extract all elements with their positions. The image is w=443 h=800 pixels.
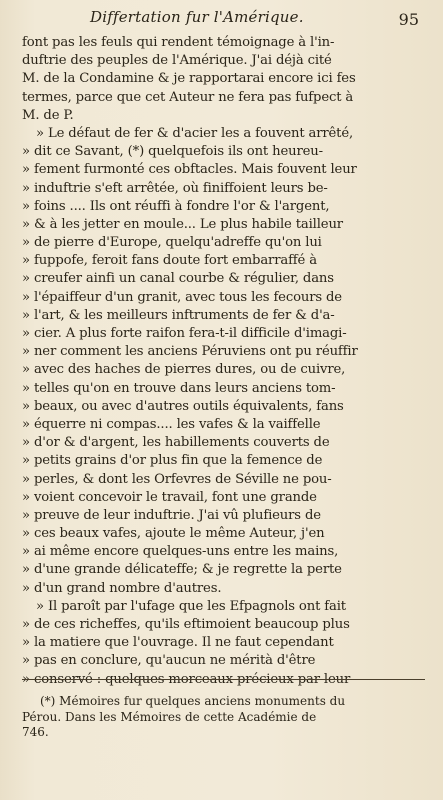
text-line: » dit ce Savant, (*) quelquefois ils ont heureu- — [22, 144, 323, 160]
text-line: » l'art, & les meilleurs inftruments de fer & d'a- — [22, 307, 335, 323]
text-line: » perles, & dont les Orfevres de Séville ne pou- — [22, 471, 332, 487]
footnote — [22, 694, 429, 741]
text-line: » preuve de leur induftrie. J'ai vû plufieurs de — [22, 507, 321, 523]
page-number: 95 — [398, 10, 419, 29]
text-line: » équerre ni compas.... les vafes & la vaiffelle — [22, 416, 321, 432]
text-line: » d'or & d'argent, les habillements couverts de — [22, 435, 330, 451]
text-line: » beaux, ou avec d'autres outils équivalents, fans — [22, 398, 344, 414]
text-line: » de pierre d'Europe, quelqu'adreffe qu'on lui — [22, 235, 322, 251]
text-line: » creufer ainfi un canal courbe & régulier, dans — [22, 271, 334, 287]
text-line: » avec des haches de pierres dures, ou de cuivre, — [22, 362, 346, 378]
text-line: » & à les jetter en moule... Le plus habile tailleur — [22, 216, 343, 232]
text-line: » ces beaux vafes, ajoute le même Auteur, j'en — [22, 526, 325, 542]
text-line: » fement furmonté ces obftacles. Mais fouvent leur — [22, 162, 357, 178]
text-line: » foins .... Ils ont réuffi à fondre l'or & l'argent, — [22, 198, 330, 214]
text-line: » telles qu'on en trouve dans leurs anciens tom- — [22, 380, 336, 396]
text-line: » fuppofe, feroit fans doute fort embarraffé à — [22, 253, 317, 269]
text-line: » conservé : quelques morceaux précieux par leur — [22, 671, 351, 687]
text-line: » Le défaut de fer & d'acier les a fouvent arrêté, — [36, 125, 354, 141]
footnote-line: 746. — [22, 725, 49, 739]
text-line: » la matiere que l'ouvrage. Il ne faut cependant — [22, 635, 334, 651]
text-line: » d'un grand nombre d'autres. — [22, 580, 222, 596]
text-line: » ai même encore quelques-uns entre les mains, — [22, 544, 339, 560]
text-line: » voient concevoir le travail, font une grande — [22, 489, 317, 505]
text-line: M. de la Condamine & je rapportarai encore ici fes — [22, 71, 356, 87]
text-line: » d'une grande délicateffe; & je regrette la perte — [22, 562, 342, 578]
text-line: » ner comment les anciens Péruviens ont pu réuffir — [22, 344, 358, 360]
footnote-line: (*) Mémoires fur quelques anciens monuments du — [40, 694, 346, 708]
page-header — [24, 6, 425, 32]
text-line: » de ces richeffes, qu'ils eftimoient beaucoup plus — [22, 617, 350, 632]
text-line: » induftrie s'eft arrêtée, où finiffoient leurs be- — [22, 180, 328, 196]
text-line: duftrie des peuples de l'Amérique. J'ai déjà cité — [22, 53, 332, 69]
text-line: » cier. A plus forte raifon fera-t-il difficile d'imagi- — [22, 326, 347, 341]
running-title: Differtation fur l'Amérique. — [90, 8, 304, 26]
text-line: » pas en conclure, qu'aucun ne mérità d'être — [22, 653, 316, 669]
footnote-rule — [22, 679, 425, 680]
text-line: font pas les feuls qui rendent témoignage à l'in- — [22, 35, 335, 50]
text-line: » l'épaiffeur d'un granit, avec tous les fecours de — [22, 289, 342, 305]
text-line: M. de P. — [22, 107, 74, 123]
text-line: termes, parce que cet Auteur ne fera pas fufpect à — [22, 89, 354, 105]
text-line: » petits grains d'or plus fin que la femence de — [22, 453, 323, 469]
main-text — [22, 34, 429, 689]
text-line: » Il paroît par l'ufage que les Efpagnols ont fait — [36, 598, 346, 614]
footnote-line: Pérou. Dans les Mémoires de cette Académie de — [22, 709, 317, 724]
